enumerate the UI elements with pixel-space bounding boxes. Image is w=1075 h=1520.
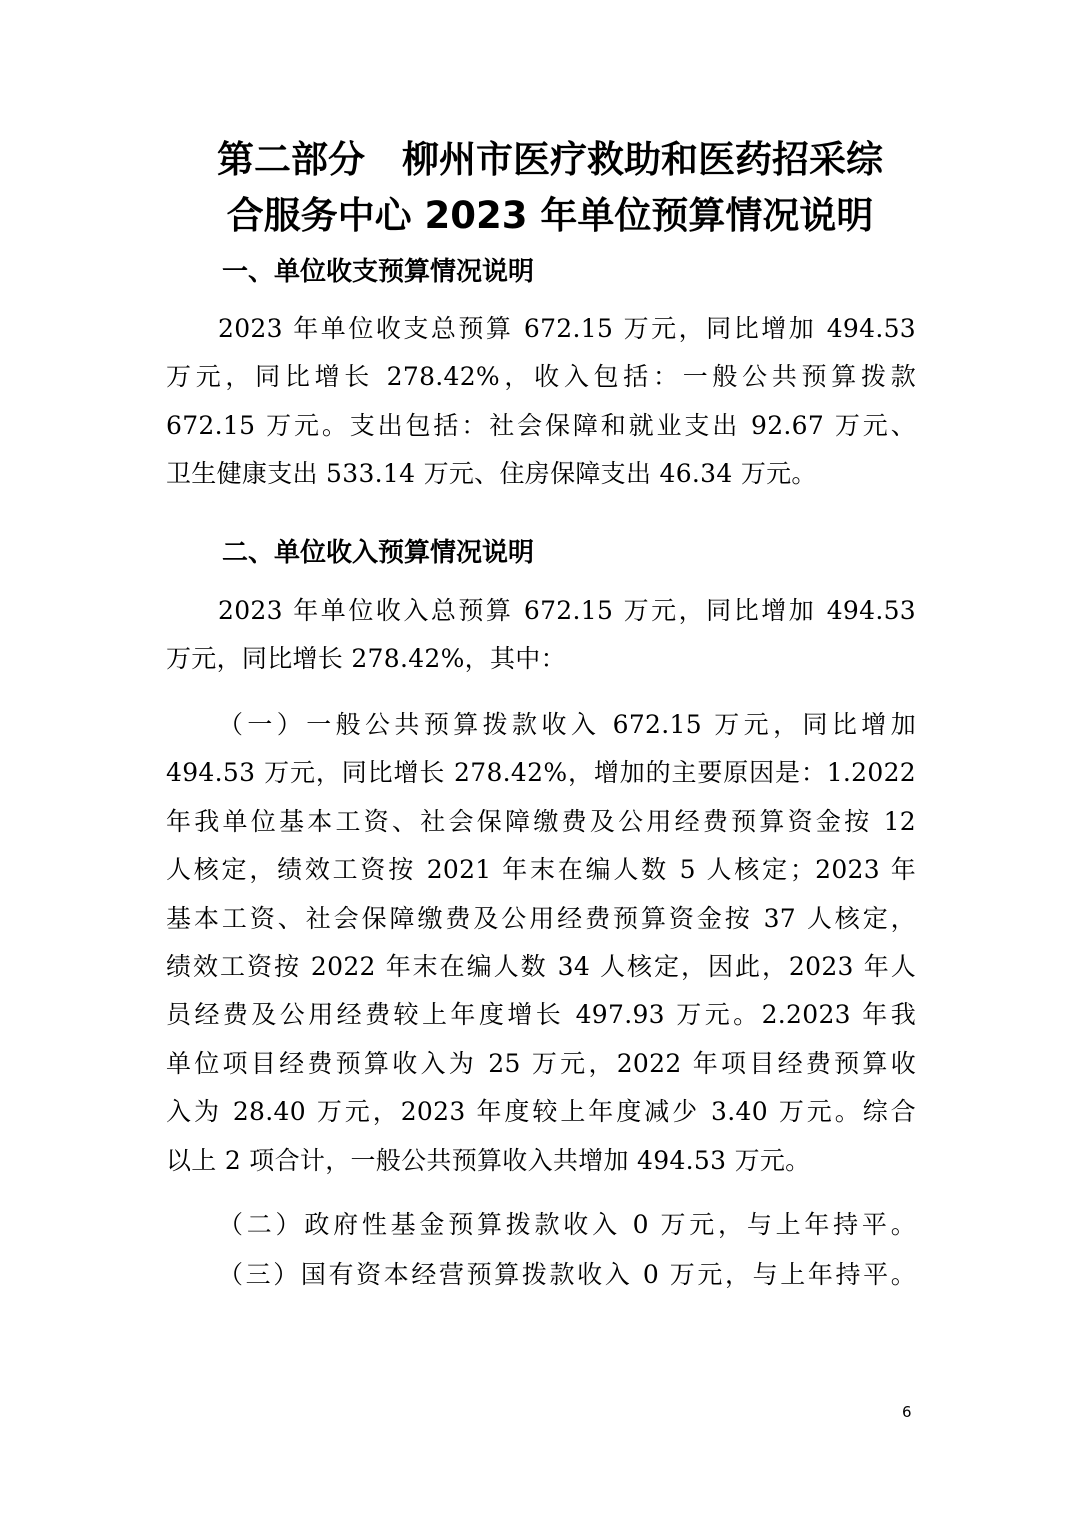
paragraph-line: （一）一般公共预算拨款收入 672.15 万元，同比增加 [218, 710, 916, 739]
paragraph-line: 万元，同比增长 278.42%，其中： [166, 644, 566, 674]
section-1-heading: 一、单位收支预算情况说明 [222, 257, 535, 287]
section-2-paragraph-2 [166, 701, 916, 1185]
paragraph-line: 员经费及公用经费较上年度增长 497.93 万元。2.2023 年我 [166, 1000, 916, 1030]
paragraph-line: 基本工资、社会保障缴费及公用经费预算资金按 37 人核定， [166, 903, 916, 933]
page-number: 6 [902, 1403, 912, 1421]
paragraph-line: 绩效工资按 2022 年末在编人数 34 人核定，因此，2023 年人 [166, 952, 916, 982]
section-2-paragraph-4 [166, 1251, 916, 1299]
paragraph-line: 单位项目经费预算收入为 25 万元，2022 年项目经费预算收 [166, 1048, 916, 1078]
paragraph-line: 入为 28.40 万元，2023 年度较上年度减少 3.40 万元。综合 [166, 1097, 916, 1127]
paragraph-line: 万元，同比增长 278.42%，收入包括：一般公共预算拨款 [166, 362, 916, 392]
section-2-heading: 二、单位收入预算情况说明 [222, 538, 535, 568]
paragraph-line: 年我单位基本工资、社会保障缴费及公用经费预算资金按 12 [166, 806, 916, 836]
section-2-paragraph-1 [166, 587, 916, 684]
paragraph-line: 人核定，绩效工资按 2021 年末在编人数 5 人核定；2023 年 [166, 855, 916, 885]
paragraph-line: 672.15 万元。支出包括：社会保障和就业支出 92.67 万元、 [166, 410, 916, 440]
paragraph-line: 2023 年单位收入总预算 672.15 万元，同比增加 494.53 [218, 596, 916, 625]
paragraph-line: （二）政府性基金预算拨款收入 0 万元，与上年持平。 [218, 1210, 916, 1239]
paragraph-line: （三）国有资本经营预算拨款收入 0 万元，与上年持平。 [218, 1260, 916, 1289]
title-line-1: 第二部分 柳州市医疗救助和医药招采综 [217, 138, 883, 181]
paragraph-line: 494.53 万元，同比增长 278.42%，增加的主要原因是：1.2022 [166, 758, 916, 788]
paragraph-line: 卫生健康支出 533.14 万元、住房保障支出 46.34 万元。 [166, 459, 817, 489]
title-line-2: 合服务中心 2023 年单位预算情况说明 [226, 194, 874, 237]
paragraph-line: 以上 2 项合计，一般公共预算收入共增加 494.53 万元。 [166, 1145, 811, 1175]
section-2-paragraph-3 [166, 1201, 916, 1249]
paragraph-line: 2023 年单位收支总预算 672.15 万元，同比增加 494.53 [218, 314, 916, 343]
document-title [150, 132, 950, 244]
section-1-paragraph [166, 305, 916, 499]
